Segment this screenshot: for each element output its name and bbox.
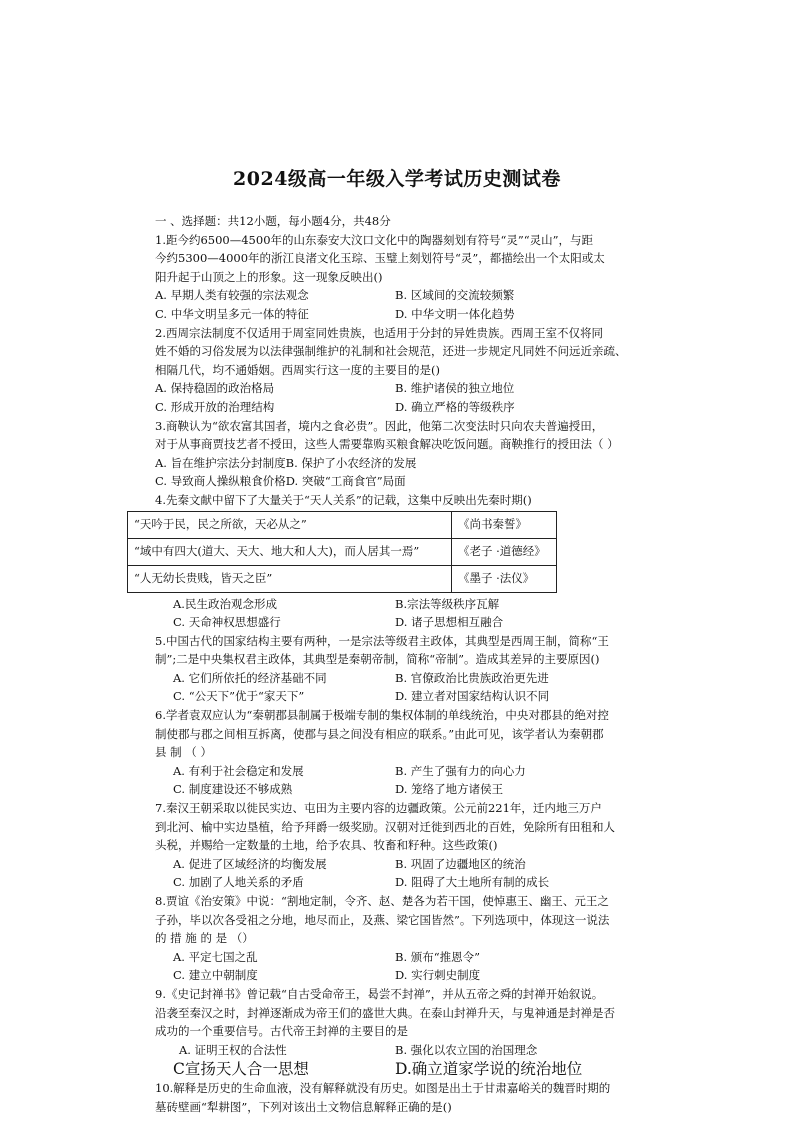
option-a: A. 保持稳固的政治格局 xyxy=(155,381,275,396)
question-text: 沿袭至秦汉之时，封禅逐渐成为帝王们的盛世大典。在泰山封禅升天，与鬼神通是封禅是否 xyxy=(155,1005,615,1020)
question-text: 阳升起于山顶之上的形象。这一现象反映出() xyxy=(155,269,383,284)
question-text: 9.《史记封禅书》曾记载“自古受命帝王，曷尝不封禅”，并从五帝之舜的封禅开始叙说。 xyxy=(155,986,604,1001)
question-text: 10.解释是历史的生命血液，没有解释就没有历史。如图是出土于甘肃嘉峪关的魏晋时期的 xyxy=(155,1081,611,1096)
option-a: A. 有利于社会稳定和发展 xyxy=(173,763,304,778)
option-c: C. 形成开放的治理结构 xyxy=(155,399,275,414)
question-text: 2.西周宗法制度不仅适用于周室同姓贵族，也适用于分封的异姓贵族。西周王室不仅将同 xyxy=(155,325,603,340)
question-text: 子孙，毕以次各受祖之分地，地尽而止，及燕、梁它国皆然”。下列选项中，体现这一说法 xyxy=(155,912,610,927)
option-c: C. 制度建设还不够成熟 xyxy=(173,782,293,797)
question-text: 墓砖壁画“犁耕图”，下列对该出土文物信息解释正确的是() xyxy=(155,1099,452,1114)
exam-content xyxy=(134,212,645,1117)
question-text: 的 措 施 的 是 （） xyxy=(155,931,254,946)
option-a: A. 早期人类有较强的宗法观念 xyxy=(155,288,309,303)
option-b: B. 颁布“推恩令” xyxy=(395,949,481,964)
option-d: D. 笼络了地方诸侯王 xyxy=(395,782,504,797)
option-c: C. “公天下”优于“家天下” xyxy=(173,689,305,704)
option-a: A. 促进了区域经济的均衡发展 xyxy=(173,856,327,871)
option-a: A. 证明王权的合法性 xyxy=(179,1042,287,1057)
option-b: B. 维护诸侯的独立地位 xyxy=(395,381,515,396)
question-text: 制使郡与郡之间相互拆离，使郡与县之间没有相应的联系。”由此可见，该学者认为秦朝郡 xyxy=(155,726,604,741)
question-text: 制”;二是中央集权君主政体，其典型是秦朝帝制，简称“帝制”。造成其差异的主要原因() xyxy=(155,652,600,667)
question-text: 到北河、榆中实边垦植，给予拜爵一级奖励。汉朝对迁徙到西北的百姓，免除所有田租和人 xyxy=(155,819,615,834)
source-cell: 《墨子 ·法仪》 xyxy=(452,565,557,592)
option-c: C. 加剧了人地关系的矛盾 xyxy=(173,875,304,890)
option-c: C. 中华文明呈多元一体的特征 xyxy=(155,306,309,321)
option-a: A. 平定七国之乱 xyxy=(173,949,258,964)
quote-cell: “人无幼长贵贱，皆天之臣” xyxy=(128,565,452,592)
question-9 xyxy=(155,985,645,1079)
question-text: 4.先秦文献中留下了大量关于“天人关系”的记载，这集中反映出先秦时期() xyxy=(155,492,532,507)
option-d: D. 诸子思想相互融合 xyxy=(395,615,504,630)
question-text: 5.中国古代的国家结构主要有两种，一是宗法等级君主政体，其典型是西周王制，简称“王 xyxy=(155,633,609,648)
option-c: C. 建立中朝制度 xyxy=(173,968,258,983)
question-10 xyxy=(155,1079,645,1116)
option-d: D. 建立者对国家结构认识不同 xyxy=(395,689,550,704)
option-b: B.宗法等级秩序瓦解 xyxy=(395,596,500,611)
question-text: 今约5300—4000年的浙江良渚文化玉琮、玉璧上刻划符号“灵”，都描绘出一个太阳或太 xyxy=(155,251,605,266)
option-cd: C. 导致商人操纵粮食价格D. 突破“工商食官”局面 xyxy=(155,474,406,489)
question-text: 头税，并赐给一定数量的土地，给予农具、牧畜和籽种。这些政策() xyxy=(155,838,498,853)
question-text: 相隔几代，均不通婚姻。西周实行这一度的主要目的是() xyxy=(155,362,440,377)
option-a: A.民生政治观念形成 xyxy=(173,596,277,611)
question-text: 1.距今约6500—4500年的山东泰安大汶口文化中的陶器刻划有符号“灵”“灵山”，与距 xyxy=(155,232,594,247)
question-text: 6.学者袁双应认为“秦朝郡县制属于极端专制的集权体制的单线统治，中央对郡县的绝对控 xyxy=(155,708,609,723)
question-5 xyxy=(155,632,645,706)
option-d: D. 阻碍了大土地所有制的成长 xyxy=(395,875,550,890)
question-text: 县 制 （ ） xyxy=(155,745,212,760)
option-ab: A. 旨在维护宗法分封制度B. 保护了小农经济的发展 xyxy=(155,455,417,470)
page-title: 2024级高一年级入学考试历史测试卷 xyxy=(233,168,561,190)
table-row xyxy=(128,538,557,565)
option-b: B. 强化以农立国的治国理念 xyxy=(395,1042,538,1057)
question-2 xyxy=(155,324,645,417)
question-text: 7.秦汉王朝采取以徙民实边、屯田为主要内容的边疆政策。公元前221年，迁内地三万户 xyxy=(155,801,602,816)
source-cell: 《尚书秦誓》 xyxy=(452,511,557,538)
section-heading: 一 、选择题：共12小题，每小题4分，共48分 xyxy=(155,214,391,228)
question-6 xyxy=(155,706,645,799)
question-text: 成功的一个重要信号。古代帝王封禅的主要目的是 xyxy=(155,1024,408,1039)
option-c: C. 天命神权思想盛行 xyxy=(173,615,281,630)
question-1 xyxy=(155,231,645,324)
question-text: 对于从事商贾技艺者不授田，这些人需要靠购买粮食解决吃饭问题。商鞅推行的授田法（ ） xyxy=(155,437,619,452)
table-row xyxy=(128,565,557,592)
question-text: 姓不婚的习俗发展为以法律强制维护的礼制和社会规范，还进一步规定凡同姓不问远近亲疏、 xyxy=(155,344,627,359)
quote-cell: “天吟于民，民之所欲，天必从之” xyxy=(128,511,452,538)
option-c: C宣扬天人合一思想 xyxy=(173,1060,309,1079)
question-text: 3.商鞅认为“欲农富其国者，境内之食必贵”。因此，他第二次变法时只向农夫普遍授田， xyxy=(155,418,604,433)
source-cell: 《老子 ·道德经》 xyxy=(452,538,557,565)
option-d: D. 实行刺史制度 xyxy=(395,968,481,983)
question-3 xyxy=(155,417,645,491)
option-b: B. 巩固了边疆地区的统治 xyxy=(395,856,526,871)
quote-cell: “域中有四大(道大、天大、地大和人大)，而人居其一焉” xyxy=(128,538,452,565)
option-a: A. 它们所依托的经济基础不同 xyxy=(173,670,327,685)
question-7 xyxy=(155,799,645,892)
question-4 xyxy=(134,491,645,632)
option-b: B. 区域间的交流较频繁 xyxy=(395,288,515,303)
question-8 xyxy=(155,892,645,985)
option-b: B. 产生了强有力的向心力 xyxy=(395,763,526,778)
option-d: D. 中华文明一体化趋势 xyxy=(395,306,515,321)
option-d: D. 确立严格的等级秩序 xyxy=(395,399,515,414)
option-b: B. 官僚政治比贵族政治更先进 xyxy=(395,670,549,685)
question-text: 8.贾谊《治安策》中说：“割地定制，令齐、赵、楚各为若干国，使悼惠王、幽王、元王之 xyxy=(155,894,609,908)
option-d: D.确立道家学说的统治地位 xyxy=(395,1060,583,1079)
table-row xyxy=(128,511,557,538)
quote-table xyxy=(127,511,557,593)
